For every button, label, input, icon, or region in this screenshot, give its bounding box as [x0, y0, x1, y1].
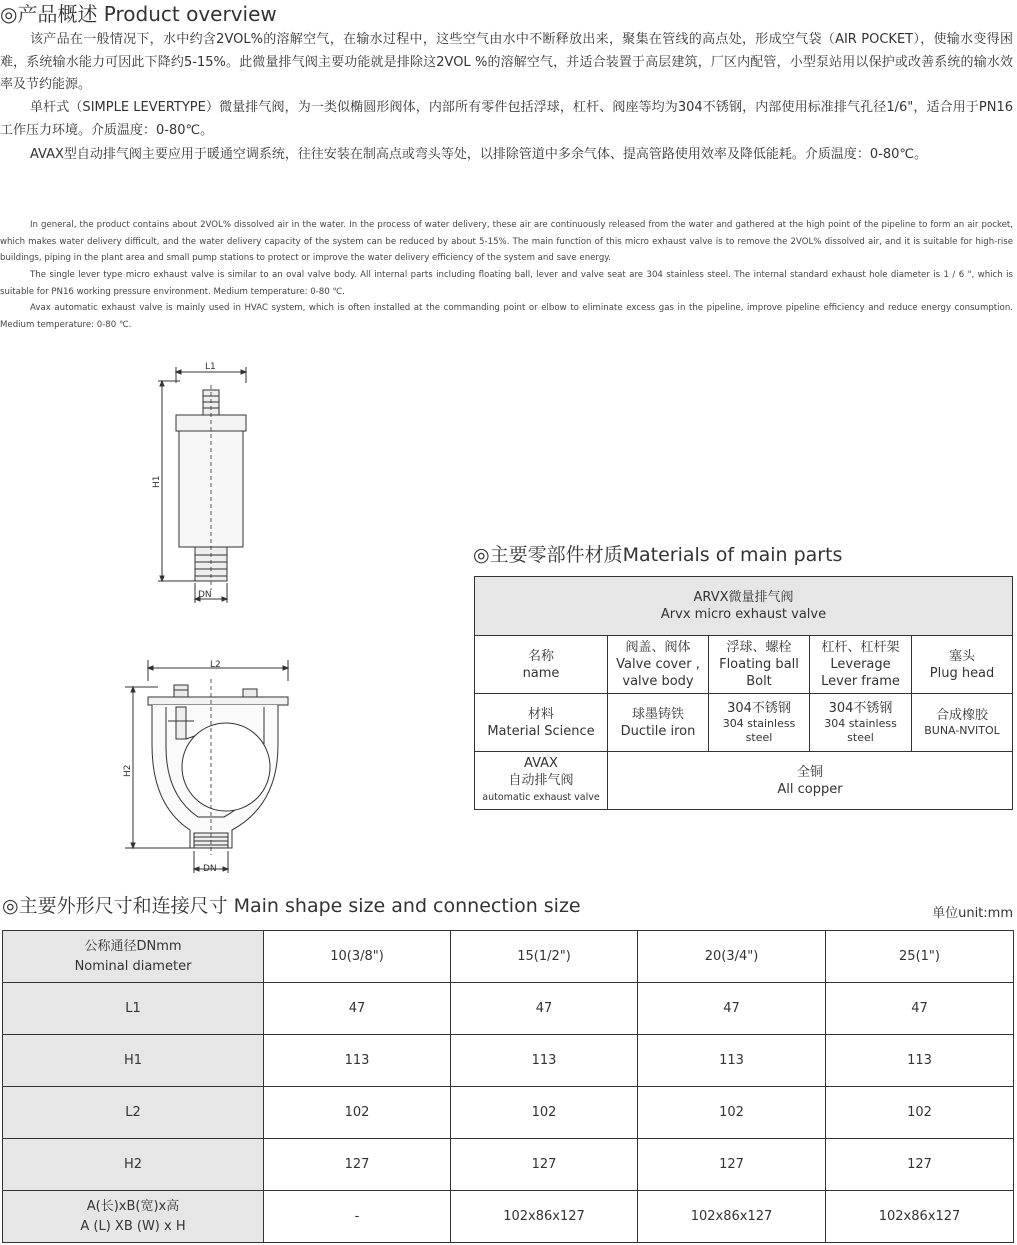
overview-paragraph-en-2: The single lever type micro exhaust valve is similar to an oval valve body. All internal parts including floating ball, lever and valve seat are 304 stainless steel. The internal standard exhaust hole diameter is 1 / 6 ", which is suitable for PN16 working pressure environment. Medium temperature: 0-80 ℃.: [0, 270, 1013, 297]
material-sub: 304 stainless: [824, 717, 897, 730]
materials-material-row: [475, 694, 1013, 752]
size-cell: 113: [826, 1035, 1014, 1087]
avax-en: automatic exhaust valve: [482, 792, 600, 803]
part-cn: 阀盖、阀体: [625, 640, 691, 655]
material-sub: Ductile iron: [620, 723, 696, 739]
materials-table: [474, 576, 1013, 810]
arvx-valve-drawing: [150, 355, 260, 610]
size-cell: 47: [826, 983, 1014, 1035]
name-header-cn: 名称: [527, 648, 554, 664]
avax-material-en: All copper: [777, 781, 843, 797]
part-cn: 塞头: [949, 648, 976, 664]
size-cell: 102x86x127: [451, 1191, 638, 1243]
size-row-label: H1: [3, 1035, 264, 1087]
part-en: valve body: [622, 674, 694, 689]
size-cell: 127: [451, 1139, 638, 1191]
l1-label: L1: [205, 362, 216, 372]
material-cell: [810, 694, 912, 752]
dn-label-top: DN: [198, 590, 212, 600]
size-cell: 127: [826, 1139, 1014, 1191]
h2-label: H2: [123, 764, 133, 777]
size-row-h2: [3, 1139, 1014, 1191]
size-cell: 47: [638, 983, 826, 1035]
size-table: [2, 930, 1014, 1243]
size-cell: 113: [638, 1035, 826, 1087]
material-sub: 304 stainless: [722, 717, 796, 730]
size-header-cn: 公称通径DNmm: [84, 938, 182, 954]
avax-material-cn: 全铜: [797, 764, 824, 780]
size-column-header: 25(1"): [826, 931, 1014, 983]
material-cell: [709, 694, 810, 752]
overview-paragraph-cn-2: 单杆式（SIMPLE LEVERTYPE）微量排气阀，为一类似椭圆形阀体，内部所有零件包括浮球，杠杆、阀座等均为304不锈钢，内部使用标准排气孔径1/6"，适合用于PN16工作压力环境。介质温度：0-80℃。: [0, 100, 1013, 138]
material-main: 304不锈钢: [828, 701, 893, 716]
size-row-h1: [3, 1035, 1014, 1087]
size-cell: 47: [451, 983, 638, 1035]
material-main: 304不锈钢: [727, 701, 791, 716]
unit-note: 单位unit:mm: [932, 906, 1013, 921]
size-cell: 113: [451, 1035, 638, 1087]
overview-paragraph-cn-1: 该产品在一般情况下，水中约含2VOL%的溶解空气，在输水过程中，这些空气由水中不断释放出来，聚集在管线的高点处，形成空气袋（AIR POCKET），使输水变得困难，系统输水能力可因此下降约5-15%。此微量排气阀主要功能就是排除这2VOL %的溶解空气，并适合装置于高层建筑，厂区内配管，小型泵站用以保护或改善系统的输水效率及节约能源。: [0, 32, 1013, 92]
materials-avax-row: [475, 752, 1013, 810]
material-cell: [912, 694, 1013, 752]
part-cn: 浮球、螺栓: [726, 640, 792, 655]
size-row-dimensions: [3, 1191, 1014, 1243]
part-en: Floating ball: [719, 657, 799, 672]
part-en: Leverage: [830, 657, 891, 672]
size-row-label: L2: [3, 1087, 264, 1139]
size-heading: ◎主要外形尺寸和连接尺寸 Main shape size and connection size: [2, 895, 581, 917]
material-main: 合成橡胶: [936, 708, 989, 723]
material-cell: [608, 694, 709, 752]
overview-heading: ◎产品概述 Product overview: [0, 2, 277, 26]
name-header-cell: [475, 636, 608, 694]
dn-label-bottom: DN: [203, 864, 217, 874]
avax-cn: 自动排气阀: [508, 773, 574, 788]
dimensions-label-cn: A(长)xB(宽)x高: [86, 1198, 180, 1214]
size-cell: 47: [264, 983, 451, 1035]
l2-label: L2: [210, 660, 221, 670]
material-sub: steel: [745, 731, 773, 744]
materials-title-cn: ARVX微量排气阀: [693, 590, 794, 605]
part-en: Lever frame: [821, 674, 900, 689]
size-cell: 102: [826, 1087, 1014, 1139]
size-cell: 127: [264, 1139, 451, 1191]
h1-label: H1: [152, 475, 162, 488]
dimensions-label-en: A (L) XB (W) x H: [80, 1218, 186, 1234]
avax-label: AVAX: [524, 756, 558, 771]
overview-paragraph-en-1: In general, the product contains about 2VOL% dissolved air in the water. In the process of water delivery, these air are continuously released from the water and gathered at the high point of the pipeline to form an air pocket, which makes water delivery difficult, and the water delivery capacity of the system can be reduced by about 5-15%. The main function of this micro exhaust valve is to remove the 2VOL% dissolved air, and it is suitable for high-rise buildings, piping in the plant area and small pump stations to protect or improve the water delivery efficiency of the system and save energy.: [0, 220, 1013, 263]
material-header-en: Material Science: [487, 723, 595, 739]
size-row-label: L1: [3, 983, 264, 1035]
part-cell: [709, 636, 810, 694]
size-header-en: Nominal diameter: [74, 958, 192, 974]
part-cn: 杠杆、杠杆架: [821, 640, 900, 655]
size-cell: 102: [638, 1087, 826, 1139]
size-cell: 113: [264, 1035, 451, 1087]
material-main: 球墨铸铁: [631, 706, 684, 722]
size-column-header: 15(1/2"): [451, 931, 638, 983]
size-row-label: H2: [3, 1139, 264, 1191]
size-cell: 102x86x127: [638, 1191, 826, 1243]
size-cell: -: [264, 1191, 451, 1243]
material-header-cn: 材料: [527, 706, 554, 722]
size-row-label: [3, 1191, 264, 1243]
part-en: Bolt: [746, 674, 772, 689]
materials-heading: ◎主要零部件材质Materials of main parts: [473, 544, 843, 566]
size-header-label-cell: [3, 931, 264, 983]
size-row-l2: [3, 1087, 1014, 1139]
part-cell: [608, 636, 709, 694]
size-header-row: [3, 931, 1014, 983]
materials-title-cell: [475, 577, 1013, 636]
avax-header-cell: [475, 752, 608, 810]
avax-material-cell: [608, 752, 1013, 810]
part-en: Valve cover ,: [616, 657, 700, 672]
size-cell: 102x86x127: [826, 1191, 1014, 1243]
part-cell: [912, 636, 1013, 694]
overview-paragraph-en-3: Avax automatic exhaust valve is mainly used in HVAC system, which is often installed at the commanding point or elbow to eliminate excess gas in the pipeline, improve pipeline efficiency and reduce energy consumption. Medium temperature: 0-80 ℃.: [0, 303, 1013, 330]
size-cell: 127: [638, 1139, 826, 1191]
size-cell: 102: [264, 1087, 451, 1139]
part-en: Plug head: [929, 665, 995, 681]
size-column-header: 20(3/4"): [638, 931, 826, 983]
materials-name-row: [475, 636, 1013, 694]
material-header-cell: [475, 694, 608, 752]
overview-paragraph-cn-3: AVAX型自动排气阀主要应用于暖通空调系统，往往安装在制高点或弯头等处，以排除管道中多余气体、提高管路使用效率及降低能耗。介质温度：0-80℃。: [30, 147, 928, 162]
size-column-header: 10(3/8"): [264, 931, 451, 983]
materials-title-en: Arvx micro exhaust valve: [660, 607, 827, 622]
part-cell: [810, 636, 912, 694]
name-header-en: name: [522, 665, 560, 681]
size-row-l1: [3, 983, 1014, 1035]
material-sub: BUNA-NVITOL: [924, 724, 1000, 737]
avax-valve-drawing: [118, 655, 288, 877]
size-cell: 102: [451, 1087, 638, 1139]
material-sub: steel: [847, 731, 874, 744]
materials-title-row: [475, 577, 1013, 636]
